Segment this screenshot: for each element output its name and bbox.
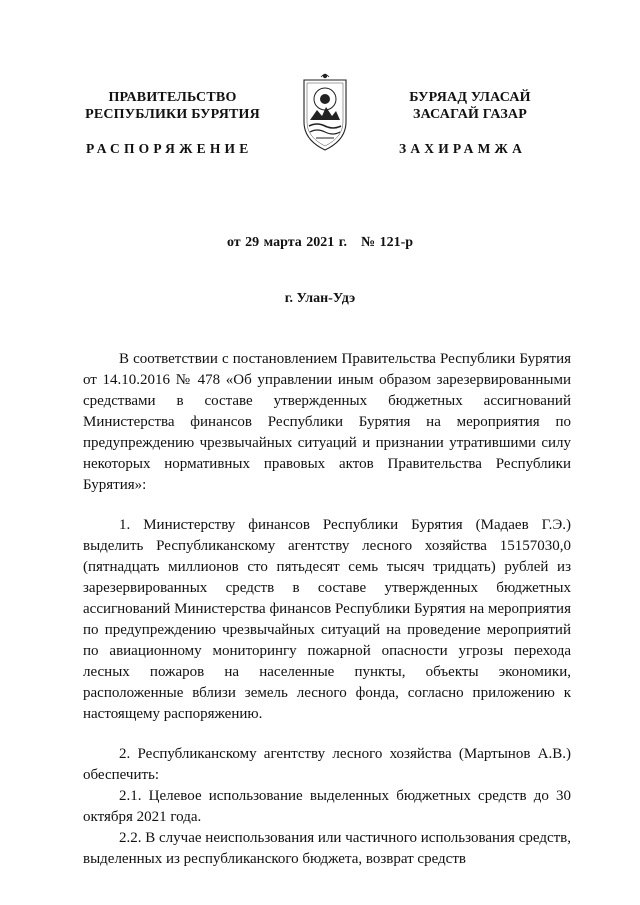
clause-2-1: 2.1. Целевое использование выделенных бюджетных средств до 30 октября 2021 года. — [83, 788, 571, 825]
document-type-buryat: ЗАХИРАМЖА — [399, 141, 527, 156]
date-number-line — [0, 235, 640, 251]
document-type-russian: РАСПОРЯЖЕНИЕ — [86, 141, 253, 156]
clause-1: 1. Министерству финансов Республики Бурятия (Мадаев Г.Э.) выделить Республиканскому агентству лесного хозяйства 15157030,0 (пятнадцать миллионов сто пятьдесят семь тысяч тридцать) рублей из зарезервированных средств в составе утвержденных бюджетных ассигнований Министерства финансов Республики Бурятия на мероприятия по предупреждению чрезвычайных ситуаций на проведение мероприятий по авиационному мониторингу пожарной опасности угрозы перехода лесных пожаров на населенные пункты, объекты экономики, расположенные вблизи земель лесного фонда, согласно приложению к настоящему распоряжению. — [83, 517, 571, 722]
issuer-line-2-buryat: ЗАСАГАЙ ГАЗАР — [412, 107, 527, 122]
issuer-line-1: ПРАВИТЕЛЬСТВО — [108, 90, 237, 105]
issuer-line-1-buryat: БУРЯАД УЛАСАЙ — [409, 90, 531, 105]
issuer-block-buryat — [380, 89, 560, 123]
document-date: от 29 марта 2021 г. — [226, 235, 348, 250]
issuer-line-2: РЕСПУБЛИКИ БУРЯТИЯ — [85, 107, 260, 122]
preamble-paragraph: В соответствии с постановлением Правительства Республики Бурятия от 14.10.2016 № 478 «Об управлении иным образом зарезервированными средствами в составе утвержденных бюджетных ассигнований Министерства финансов Республики Бурятия на мероприятия по предупреждению чрезвычайных ситуаций и признании утратившими силу некоторых нормативных правовых актов Правительства Республики Бурятия»: — [83, 351, 571, 493]
document-body — [83, 349, 571, 870]
coat-of-arms-icon — [300, 72, 350, 152]
city: г. Улан-Удэ — [284, 291, 356, 306]
clause-2: 2. Республиканскому агентству лесного хозяйства (Мартынов А.В.) обеспечить: — [83, 746, 571, 783]
clause-2-2: 2.2. В случае неиспользования или частичного использования средств, выделенных из республиканского бюджета, возврат средств — [83, 830, 571, 867]
document-number: № 121-р — [361, 235, 414, 250]
issuer-block-russian — [70, 89, 275, 123]
